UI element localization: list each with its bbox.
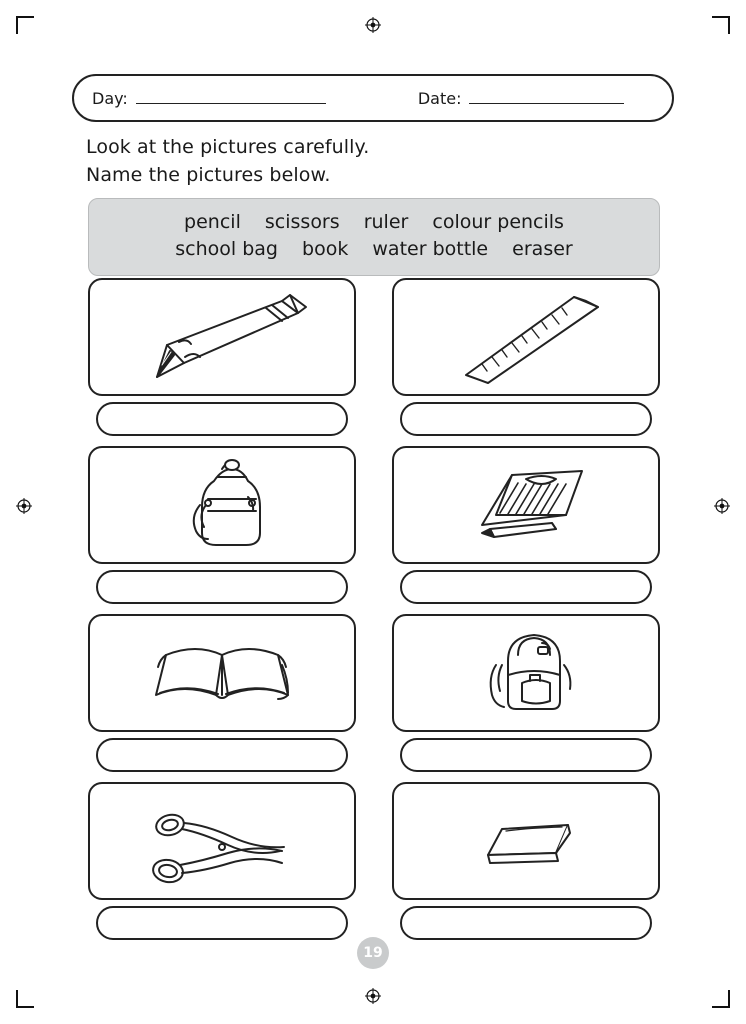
crop-mark-top-left (16, 16, 42, 42)
word-bank-word: book (302, 237, 349, 260)
instruction-line-2: Name the pictures below. (86, 163, 331, 186)
date-field-group (418, 89, 625, 108)
picture-frame (88, 614, 356, 732)
picture-frame (392, 446, 660, 564)
ruler-icon (426, 285, 626, 389)
answer-input[interactable] (400, 570, 652, 604)
word-bank (88, 198, 660, 276)
answer-input[interactable] (400, 402, 652, 436)
picture-frame (392, 278, 660, 396)
school-bag-icon (426, 621, 626, 725)
page-number: 19 (357, 937, 389, 969)
answer-input[interactable] (96, 570, 348, 604)
picture-frame (392, 782, 660, 900)
picture-cell (392, 782, 660, 940)
crop-mark-bottom-left (16, 982, 42, 1008)
word-bank-word: pencil (184, 211, 241, 233)
book-icon (122, 621, 322, 725)
word-bank-word: colour pencils (432, 211, 564, 233)
word-bank-word: water bottle (372, 237, 489, 260)
picture-frame (392, 614, 660, 732)
picture-row (88, 446, 660, 604)
pencil-icon (122, 285, 322, 389)
word-bank-word: scissors (264, 211, 340, 233)
picture-row (88, 278, 660, 436)
answer-input[interactable] (400, 738, 652, 772)
instruction-line-1: Look at the pictures carefully. (86, 136, 370, 158)
picture-frame (88, 446, 356, 564)
word-bank-line-2 (89, 236, 659, 263)
picture-cell (392, 614, 660, 772)
registration-mark-icon (365, 988, 381, 1004)
eraser-icon (426, 789, 626, 893)
registration-mark-icon (714, 498, 730, 514)
picture-grid (88, 278, 660, 950)
picture-row (88, 614, 660, 772)
answer-input[interactable] (96, 402, 348, 436)
date-label: Date: (417, 88, 462, 108)
crop-mark-top-right (704, 16, 730, 42)
registration-mark-icon (365, 17, 381, 33)
picture-row (88, 782, 660, 940)
day-date-bar (72, 74, 674, 122)
colour-pencils-icon (426, 453, 626, 557)
picture-cell (392, 446, 660, 604)
word-bank-word: ruler (363, 211, 409, 233)
scissors-icon (122, 789, 322, 893)
day-input-line[interactable] (136, 103, 326, 104)
instructions (86, 134, 686, 189)
answer-input[interactable] (400, 906, 652, 940)
answer-input[interactable] (96, 738, 348, 772)
picture-cell (88, 446, 356, 604)
word-bank-line-1 (89, 209, 659, 236)
word-bank-word: school bag (175, 237, 278, 260)
answer-input[interactable] (96, 906, 348, 940)
day-label: Day: (92, 88, 128, 108)
picture-cell (392, 278, 660, 436)
picture-frame (88, 782, 356, 900)
picture-cell (88, 782, 356, 940)
water-bottle-icon (122, 453, 322, 557)
registration-mark-icon (16, 498, 32, 514)
word-bank-word: eraser (512, 237, 573, 260)
date-input-line[interactable] (469, 103, 624, 104)
picture-cell (88, 278, 356, 436)
picture-cell (88, 614, 356, 772)
day-field-group (92, 89, 326, 108)
picture-frame (88, 278, 356, 396)
crop-mark-bottom-right (704, 982, 730, 1008)
